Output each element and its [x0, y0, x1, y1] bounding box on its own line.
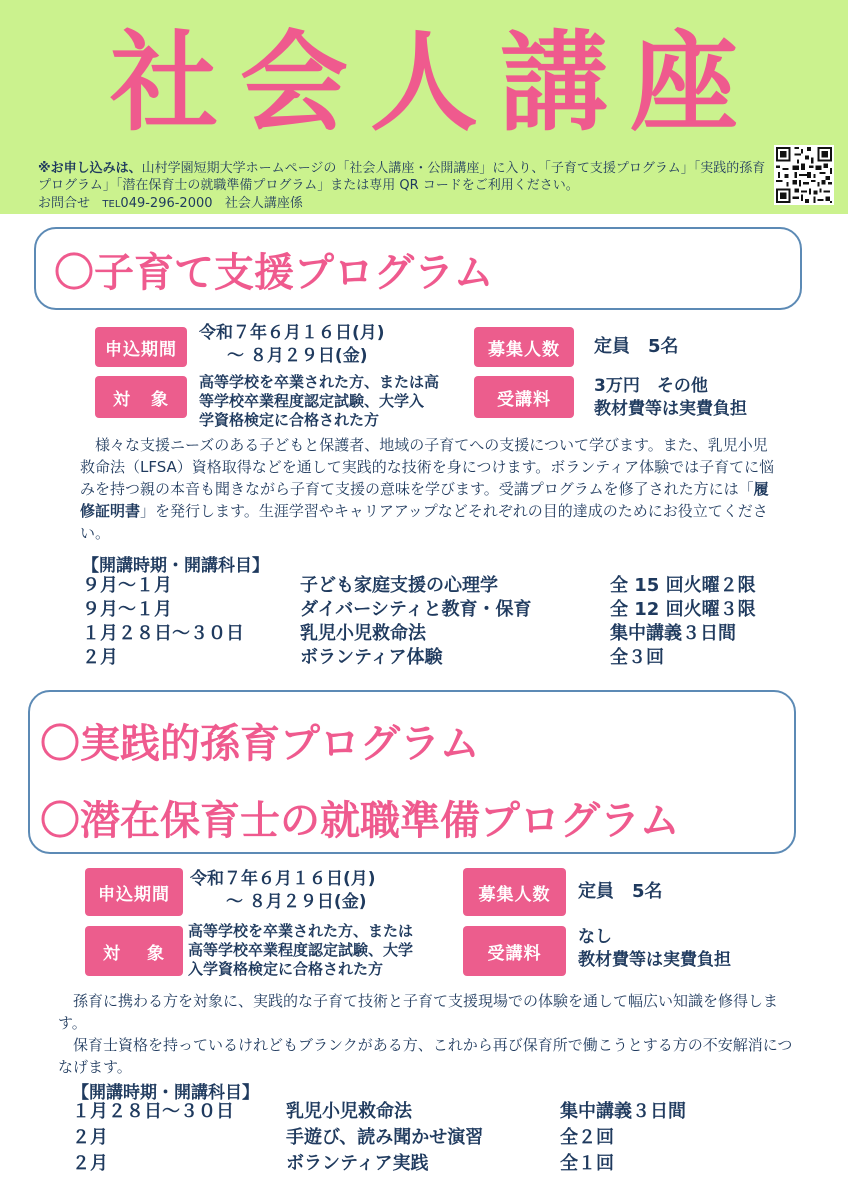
- capacity-value: 定員 5名: [578, 881, 663, 902]
- fee-badge: 受講料: [463, 926, 566, 976]
- application-period-start: 令和７年６月１６日(月): [199, 323, 385, 343]
- target-badge-b: 象: [151, 389, 169, 410]
- schedule-sessions: 全 15 回火曜２限: [610, 575, 756, 596]
- application-period: [199, 322, 385, 368]
- application-period-end: ～ ８月２９日(金): [226, 892, 367, 912]
- description-text: 様々な支援ニーズのある子どもと保護者、地域の子育てへの支援について学びます。また、乳児小児救命法（LFSA）資格取得などを通して実践的な技術を身につけます。ボランティア体験では子育てに悩みを持つ親の本音も聞きながら子育て支援の意味を学びます。受講プログラムを修了された方には「: [80, 436, 775, 498]
- target-line: 等学校卒業程度認定試験、大学入: [199, 392, 425, 410]
- schedule-period: ２月: [82, 647, 118, 668]
- description-text: 孫育に携わる方を対象に、実践的な子育て技術と子育て支援現場での体験を通して幅広い知識を修得します。: [58, 992, 779, 1032]
- target-description: [199, 373, 439, 430]
- target-badge-a: 対: [113, 389, 131, 410]
- schedule-period: ９月～１月: [82, 599, 172, 620]
- capacity-badge: 募集人数: [474, 327, 574, 367]
- schedule-subject: ボランティア体験: [300, 647, 443, 668]
- target-line: 高等学校卒業程度認定試験、大学: [188, 941, 414, 959]
- schedule-subject: 子ども家庭支援の心理学: [300, 575, 498, 596]
- schedule-subject: 乳児小児救命法: [286, 1101, 412, 1122]
- schedule-heading: 【開講時期・開講科目】: [72, 1083, 259, 1103]
- application-period-badge: 申込期間: [85, 868, 183, 916]
- program2-title-grandchild: 〇実践的孫育プログラム: [40, 721, 480, 767]
- description-text: 保育士資格を持っているけれどもブランクがある方、これから再び保育所で働こうとする方の不安解消につなげます。: [58, 1036, 793, 1076]
- schedule-sessions: 集中講義３日間: [610, 623, 736, 644]
- qr-code-icon[interactable]: [774, 145, 834, 205]
- application-period: [190, 868, 376, 914]
- application-period-badge: 申込期間: [95, 327, 187, 367]
- target-description: [188, 922, 413, 979]
- program2-title-latent-nursery: 〇潜在保育士の就職準備プログラム: [40, 798, 680, 844]
- target-badge: [85, 926, 183, 976]
- tel-label: TEL: [102, 199, 121, 210]
- target-badge: [95, 376, 187, 418]
- tel-number[interactable]: 049-296-2000: [120, 196, 213, 211]
- schedule-period: ２月: [72, 1153, 108, 1174]
- contact-line: [38, 196, 303, 213]
- application-note: [38, 160, 768, 194]
- application-period-start: 令和７年６月１６日(月): [190, 869, 376, 889]
- fee-line: 教材費等は実費負担: [594, 399, 747, 419]
- fee-description: [578, 926, 731, 972]
- header-banner: [0, 0, 848, 214]
- schedule-period: １月２８日～３０日: [72, 1101, 234, 1122]
- schedule-period: ２月: [72, 1127, 108, 1148]
- schedule-sessions: 全 12 回火曜３限: [610, 599, 756, 620]
- schedule-subject: ボランティア実践: [286, 1153, 429, 1174]
- capacity-value: 定員 5名: [594, 336, 679, 357]
- fee-line: なし: [578, 927, 612, 947]
- target-badge-b: 象: [147, 943, 165, 964]
- program2-description: [58, 990, 798, 1078]
- fee-line: 3万円 その他: [594, 376, 708, 396]
- contact-dept: 社会人講座係: [224, 196, 303, 211]
- application-note-body: 山村学園短期大学ホームページの「社会人講座・公開講座」に入り、「子育て支援プログラム」「実践的孫育プログラム」「潜在保育士の就職準備プログラム」または専用 QR コードをご利用ください。: [38, 161, 766, 193]
- schedule-sessions: 全３回: [610, 647, 664, 668]
- target-line: 高等学校を卒業された方、または: [188, 922, 414, 940]
- schedule-subject: 手遊び、読み聞かせ演習: [286, 1127, 484, 1148]
- program1-title: 〇子育て支援プログラム: [54, 250, 494, 296]
- capacity-badge: 募集人数: [463, 868, 566, 916]
- schedule-period: ９月～１月: [82, 575, 172, 596]
- target-line: 高等学校を卒業された方、または高: [199, 373, 440, 391]
- certificate-highlight: 履修証明書: [80, 480, 769, 520]
- target-line: 入学資格検定に合格された方: [188, 960, 384, 978]
- schedule-sessions: 全１回: [560, 1153, 614, 1174]
- application-note-prefix: ※お申し込みは、: [38, 161, 142, 176]
- target-line: 学資格検定に合格された方: [199, 411, 380, 429]
- fee-line: 教材費等は実費負担: [578, 950, 731, 970]
- program1-description: [80, 434, 780, 544]
- target-badge-a: 対: [103, 943, 121, 964]
- contact-label: お問合せ: [38, 196, 91, 211]
- schedule-subject: 乳児小児救命法: [300, 623, 426, 644]
- schedule-sessions: 集中講義３日間: [560, 1101, 686, 1122]
- schedule-subject: ダイバーシティと教育・保育: [300, 599, 532, 620]
- schedule-period: １月２８日～３０日: [82, 623, 244, 644]
- schedule-heading: 【開講時期・開講科目】: [82, 556, 269, 576]
- fee-description: [594, 375, 747, 421]
- schedule-sessions: 全２回: [560, 1127, 614, 1148]
- application-period-end: ～ ８月２９日(金): [227, 346, 368, 366]
- page-title: 社会人講座: [109, 21, 760, 146]
- fee-badge: 受講料: [474, 376, 574, 418]
- description-text: 」を発行します。生涯学習やキャリアアップなどそれぞれの目的達成のためにお役立てください。: [80, 502, 768, 542]
